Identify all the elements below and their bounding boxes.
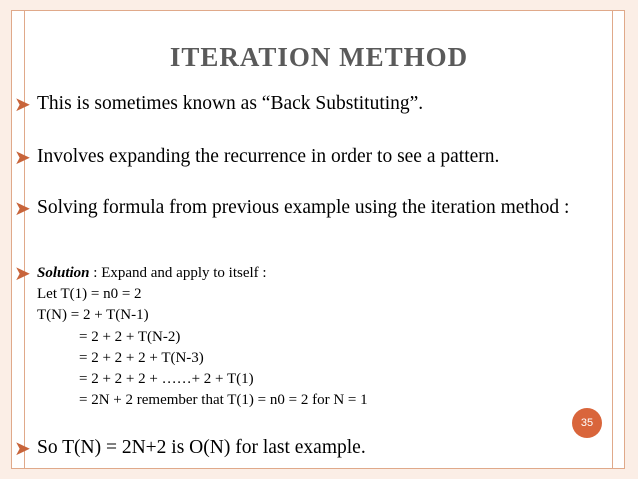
solution-intro-text: : Expand and apply to itself : — [89, 265, 267, 281]
solution-block — [37, 263, 368, 411]
arrow-bullet-icon: ➤ — [14, 263, 31, 285]
bullet-text-2: Involves expanding the recurrence in order to see a pattern. — [37, 146, 500, 167]
solution-step: = 2 + 2 + T(N-2) — [79, 328, 181, 345]
solution-intro — [37, 263, 368, 284]
solution-line: T(N) = 2 + T(N-1) — [37, 307, 149, 324]
bullet-text-3: Solving formula from previous example using the iteration method : — [37, 197, 570, 218]
solution-label: Solution — [37, 265, 90, 281]
arrow-bullet-icon: ➤ — [14, 438, 31, 460]
bullet-text-5: So T(N) = 2N+2 is O(N) for last example. — [37, 437, 366, 458]
solution-step: = 2N + 2 remember that T(1) = n0 = 2 for N = 1 — [79, 392, 368, 409]
arrow-bullet-icon: ➤ — [14, 198, 31, 220]
solution-step: = 2 + 2 + 2 + T(N-3) — [79, 349, 204, 366]
arrow-bullet-icon: ➤ — [14, 147, 31, 169]
arrow-bullet-icon: ➤ — [14, 94, 31, 116]
solution-line: Let T(1) = n0 = 2 — [37, 286, 142, 303]
slide-title: ITERATION METHOD — [169, 42, 469, 72]
solution-step: = 2 + 2 + 2 + ……+ 2 + T(1) — [79, 371, 254, 388]
page-number-badge: 35 — [572, 408, 602, 438]
right-border-line — [612, 10, 613, 469]
left-border-line — [24, 10, 25, 469]
bullet-text-1: This is sometimes known as “Back Substituting”. — [37, 93, 424, 114]
